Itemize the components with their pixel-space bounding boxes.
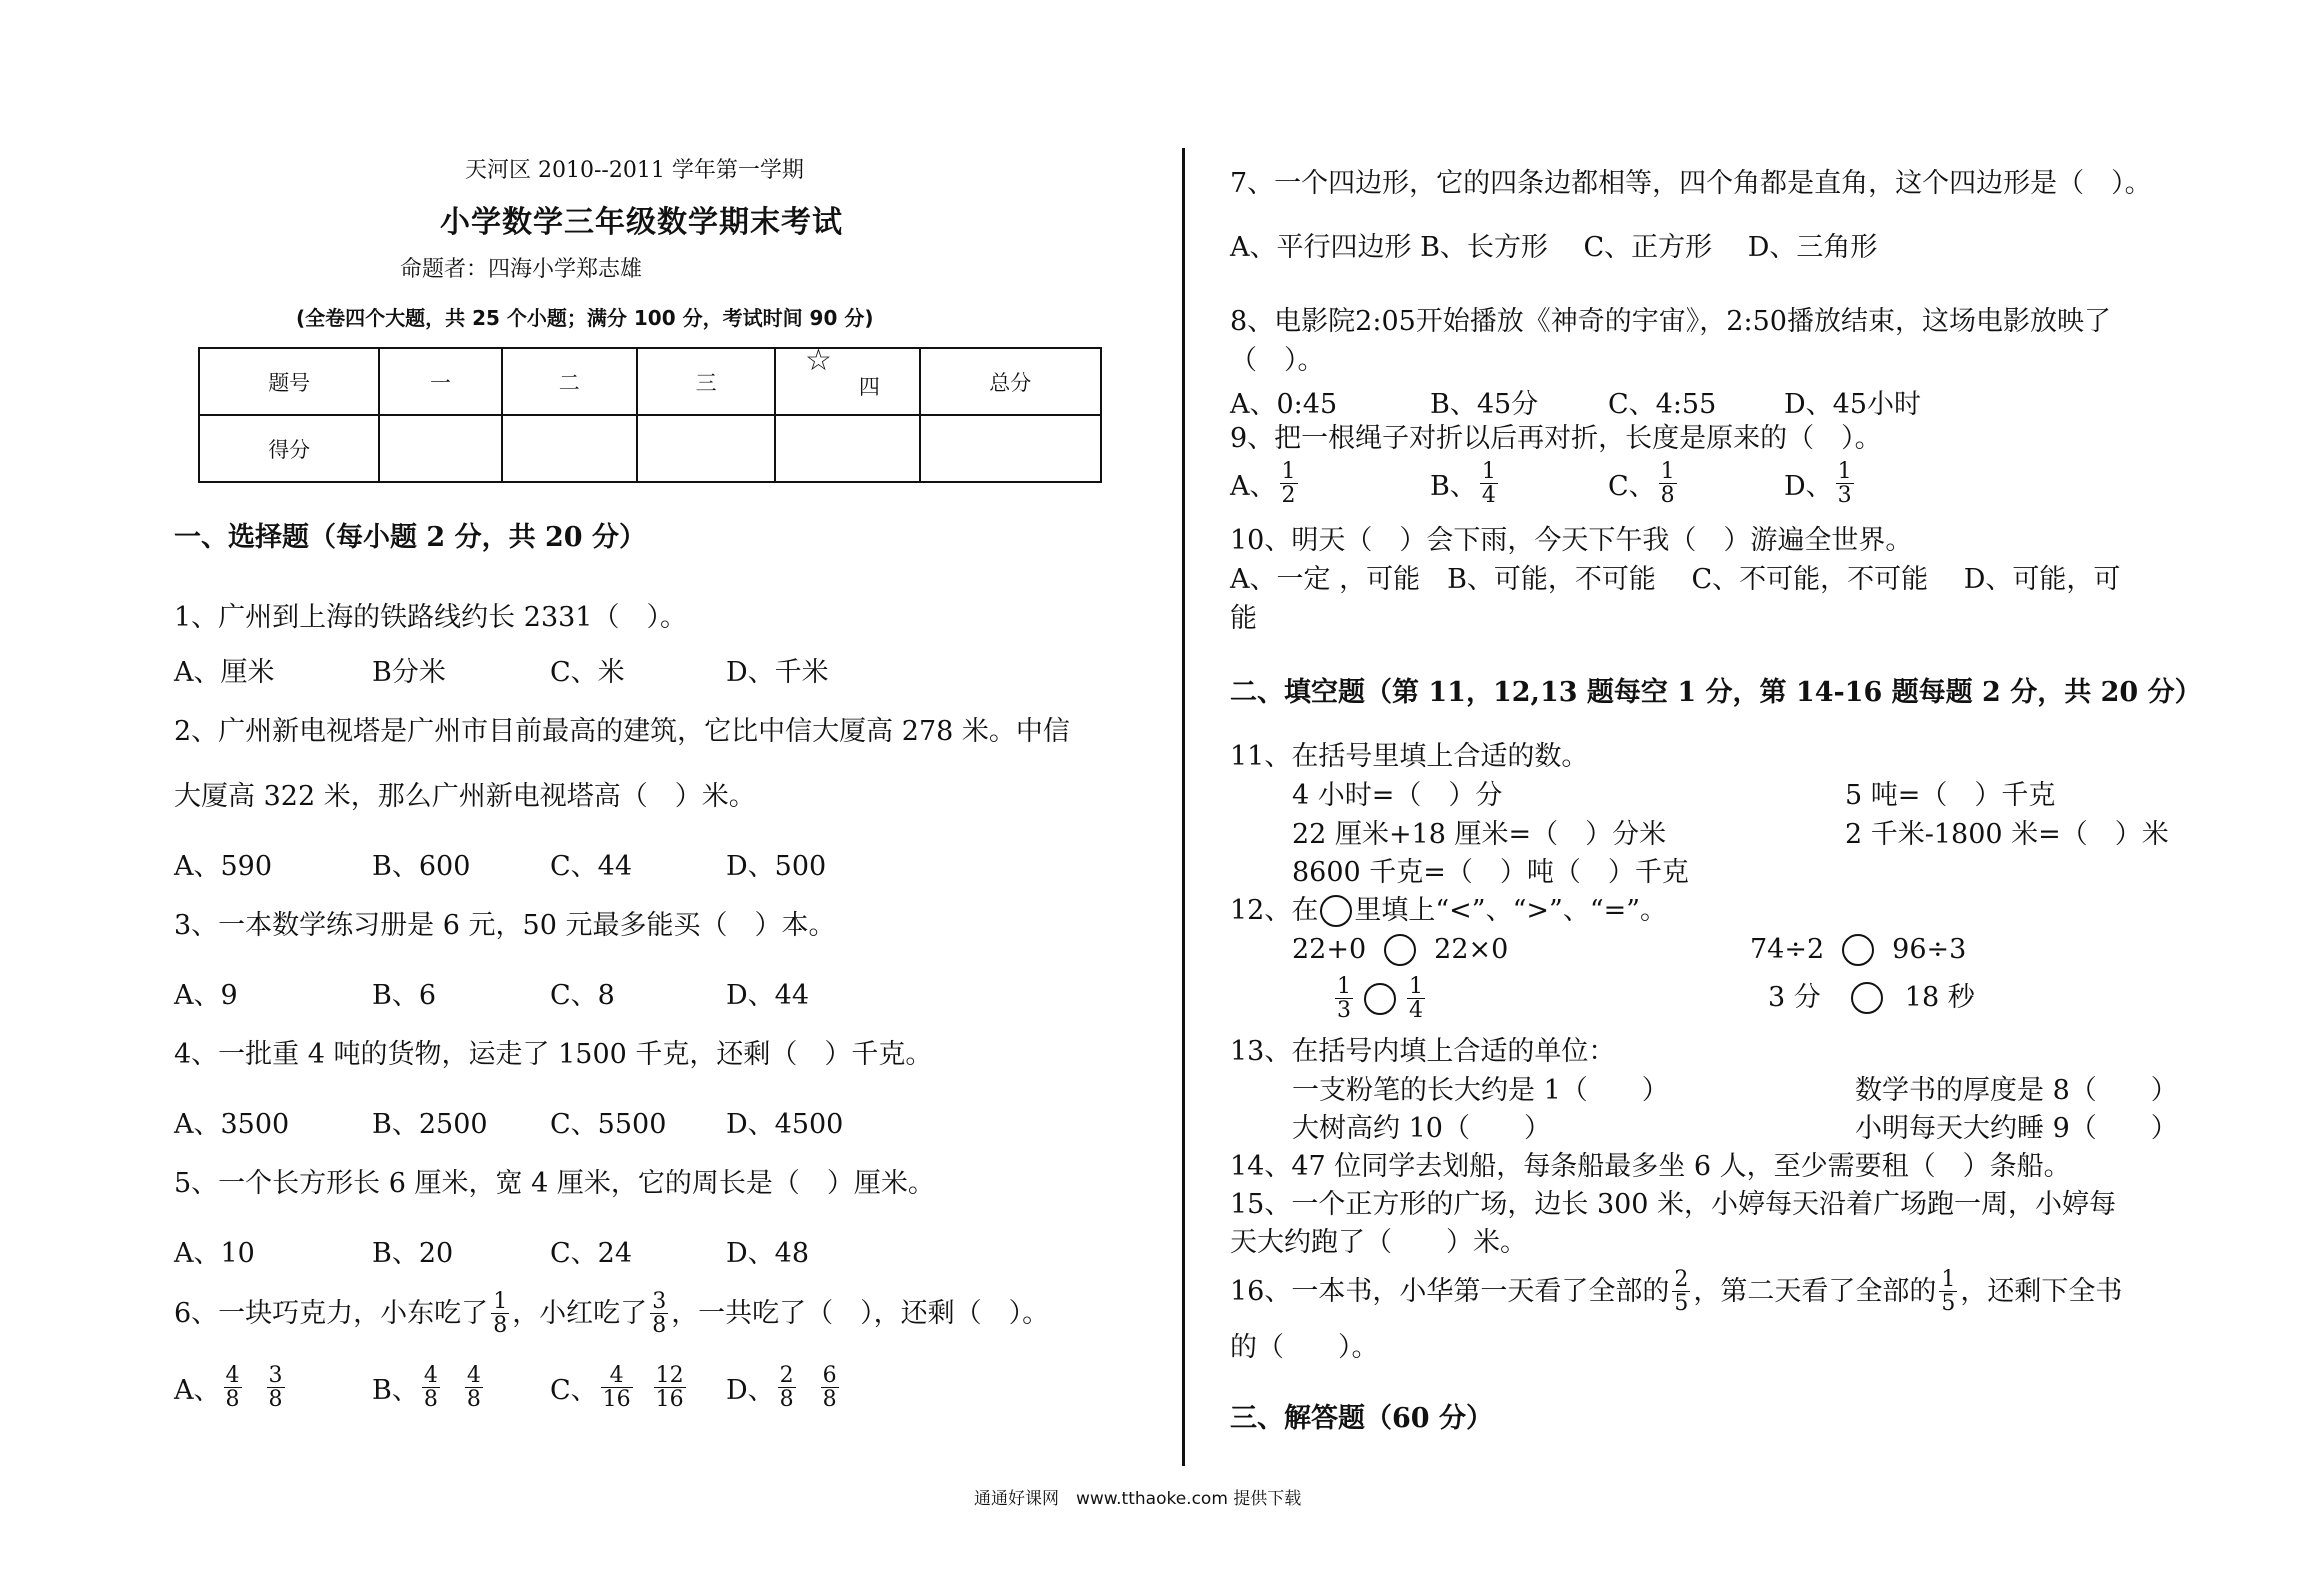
question-8-line2: （ ）。: [1230, 345, 1325, 376]
question-2-line2: 大厦高 322 米，那么广州新电视塔高（ ）米。: [174, 781, 756, 812]
q6-option-label: A、: [174, 1375, 221, 1407]
q10-options-line2[interactable]: 能: [1230, 603, 1257, 634]
exam-note: (全卷四个大题，共 25 个小题；满分 100 分，考试时间 90 分): [296, 306, 874, 330]
fraction-denominator: 16: [655, 1387, 684, 1413]
fraction-denominator: 2: [1281, 483, 1296, 509]
q11-item: 4 小时=（ ）分: [1292, 780, 1503, 811]
fraction-numerator: 1: [1337, 974, 1351, 999]
fraction: [224, 1364, 242, 1411]
q12-text: 里填上“<”、“>”、“=”。: [1354, 895, 1668, 926]
fraction-denominator: 8: [466, 1387, 481, 1413]
q12-compare-row: [1332, 975, 1428, 1022]
q9-option[interactable]: [1230, 460, 1301, 507]
fraction: [491, 1290, 509, 1337]
q12-left-expr: 74÷2: [1750, 934, 1825, 965]
q8-option[interactable]: D、45小时: [1784, 389, 1922, 420]
fraction-denominator: 8: [493, 1313, 508, 1339]
score-table-cell: 总分: [920, 348, 1101, 415]
fraction-numerator: 4: [225, 1363, 240, 1388]
fraction: [1836, 460, 1854, 507]
q3-option[interactable]: D、44: [726, 980, 810, 1011]
q3-option[interactable]: B、6: [372, 980, 437, 1011]
score-input-cell[interactable]: [775, 415, 919, 482]
fraction-denominator: 8: [652, 1313, 667, 1339]
compare-circle-input[interactable]: [1851, 982, 1883, 1014]
fraction-numerator: 1: [1837, 459, 1852, 484]
q7-options[interactable]: A、平行四边形 B、长方形 C、正方形 D、三角形: [1230, 232, 1878, 263]
q12-left-expr: 22+0: [1292, 934, 1367, 965]
score-input-cell[interactable]: [920, 415, 1101, 482]
score-table-cell: [775, 348, 919, 415]
q1-option[interactable]: A、厘米: [174, 657, 275, 688]
q1-option[interactable]: C、米: [550, 657, 625, 688]
fraction: [650, 1290, 668, 1337]
q9-option-label: A、: [1230, 471, 1277, 503]
q5-option[interactable]: D、48: [726, 1238, 810, 1269]
fraction: [267, 1364, 285, 1411]
section1-heading: 一、选择题（每小题 2 分，共 20 分）: [174, 522, 646, 553]
score-input-cell[interactable]: [637, 415, 775, 482]
fraction-denominator: 4: [1481, 483, 1496, 509]
question-5: 5、一个长方形长 6 厘米，宽 4 厘米，它的周长是（ ）厘米。: [174, 1168, 935, 1199]
q8-option[interactable]: C、4:55: [1608, 389, 1717, 420]
q6-option[interactable]: [726, 1364, 842, 1411]
question-10: 10、明天（ ）会下雨，今天下午我（ ）游遍全世界。: [1230, 525, 1913, 556]
fraction-numerator: 2: [779, 1363, 794, 1388]
section2-heading: 二、填空题（第 11，12,13 题每空 1 分，第 14-16 题每题 2 分，共 20 分）: [1230, 677, 2202, 708]
fraction-numerator: 1: [1409, 974, 1423, 999]
fraction-numerator: 3: [652, 1289, 667, 1314]
q16-text: 16、一本书，小华第一天看了全部的: [1230, 1275, 1670, 1307]
fraction-numerator: 1: [493, 1289, 508, 1314]
score-table-cell: 得分: [199, 415, 379, 482]
fraction-numerator: 1: [1941, 1267, 1956, 1292]
fraction-numerator: 4: [423, 1363, 438, 1388]
q10-options-line1[interactable]: A、一定 ，可能 B、可能，不可能 C、不可能，不可能 D、可能，可: [1230, 564, 2121, 595]
fraction-numerator: 3: [268, 1363, 283, 1388]
q6-option-label: D、: [726, 1375, 775, 1407]
fraction: [1280, 460, 1298, 507]
q9-option-label: C、: [1608, 471, 1656, 503]
footer-source: 通通好课网 www.tthaoke.com 提供下载: [974, 1489, 1302, 1509]
question-4: 4、一批重 4 吨的货物，运走了 1500 千克，还剩（ ）千克。: [174, 1039, 933, 1070]
q13-item: 小明每天大约睡 9（ ）: [1855, 1113, 2178, 1144]
fraction-denominator: 5: [1674, 1291, 1689, 1317]
score-table-header-row: [199, 348, 1101, 415]
q13-item: 一支粉笔的长大约是 1（ ）: [1292, 1075, 1669, 1106]
fraction: [601, 1364, 633, 1411]
question-6: [174, 1290, 1049, 1337]
fraction-numerator: 1: [1481, 459, 1496, 484]
q11-item: 22 厘米+18 厘米=（ ）分米: [1292, 819, 1667, 850]
q6-option-label: B、: [372, 1375, 419, 1407]
question-16-line1: [1230, 1268, 2122, 1315]
score-table-cell: 题号: [199, 348, 379, 415]
section3-heading: 三、解答题（60 分）: [1230, 1403, 1493, 1434]
score-table: [198, 347, 1102, 483]
fraction: [778, 1364, 796, 1411]
q16-text: ，还剩下全书: [1960, 1275, 2123, 1307]
fraction-denominator: 8: [1660, 483, 1675, 509]
question-14: 14、47 位同学去划船，每条船最多坐 6 人，至少需要租（ ）条船。: [1230, 1151, 2071, 1182]
q4-option[interactable]: C、5500: [550, 1109, 667, 1140]
fraction: [654, 1364, 686, 1411]
q5-option[interactable]: A、10: [174, 1238, 255, 1269]
q4-option[interactable]: B、2500: [372, 1109, 488, 1140]
question-8-line1: 8、电影院2:05开始播放《神奇的宇宙》，2:50播放结束，这场电影放映了: [1230, 306, 2111, 337]
fraction-numerator: 12: [655, 1363, 684, 1388]
question-13: 13、在括号内填上合适的单位：: [1230, 1036, 1616, 1067]
fraction-denominator: 8: [225, 1387, 240, 1413]
q13-item: 大树高约 10（ ）: [1292, 1113, 1551, 1144]
q2-option[interactable]: B、600: [372, 851, 471, 882]
q9-option-label: B、: [1430, 471, 1477, 503]
fraction: [1659, 460, 1677, 507]
q9-option[interactable]: [1784, 460, 1857, 507]
fraction-numerator: 4: [466, 1363, 481, 1388]
q12-right-expr: 22×0: [1434, 934, 1509, 965]
fraction-numerator: 1: [1281, 459, 1296, 484]
q6-option[interactable]: [174, 1364, 288, 1411]
q11-item: 8600 千克=（ ）吨（ ）千克: [1292, 857, 1689, 888]
q12-right-expr: 96÷3: [1892, 934, 1967, 965]
q4-option[interactable]: A、3500: [174, 1109, 290, 1140]
fraction: [1939, 1268, 1957, 1315]
compare-circle-input[interactable]: [1842, 934, 1874, 966]
circle-icon: [1320, 895, 1352, 927]
fraction-denominator: 5: [1941, 1291, 1956, 1317]
fraction: [1335, 975, 1353, 1022]
fraction-denominator: 8: [779, 1387, 794, 1413]
score-table-cell: 三: [637, 348, 775, 415]
fraction: [1407, 975, 1425, 1022]
fraction: [1480, 460, 1498, 507]
q1-option[interactable]: D、千米: [726, 657, 829, 688]
question-7: 7、一个四边形，它的四条边都相等，四个角都是直角，这个四边形是（ ）。: [1230, 168, 2152, 199]
score-table-section4-label: 四: [858, 374, 880, 399]
q6-option[interactable]: [372, 1364, 486, 1411]
question-2-line1: 2、广州新电视塔是广州市目前最高的建筑，它比中信大厦高 278 米。中信: [174, 716, 1070, 747]
fraction-denominator: 16: [602, 1387, 631, 1413]
fraction: [821, 1364, 839, 1411]
fraction-denominator: 4: [1409, 998, 1423, 1024]
q6-option-label: C、: [550, 1375, 598, 1407]
compare-circle-input[interactable]: [1384, 934, 1416, 966]
fraction-numerator: 6: [822, 1363, 837, 1388]
question-3: 3、一本数学练习册是 6 元，50 元最多能买（ ）本。: [174, 910, 836, 941]
q9-option[interactable]: [1430, 460, 1501, 507]
q12-text: 12、在: [1230, 895, 1319, 926]
question-16-line2: 的（ ）。: [1230, 1332, 1379, 1363]
q12-compare-row: [1768, 980, 1975, 1016]
q3-option[interactable]: C、8: [550, 980, 615, 1011]
fraction: [465, 1364, 483, 1411]
star-icon: ☆: [805, 343, 832, 378]
fraction-denominator: 3: [1837, 483, 1852, 509]
q8-option[interactable]: B、45分: [1430, 389, 1539, 420]
q13-item: 数学书的厚度是 8（ ）: [1855, 1075, 2178, 1106]
score-table-score-row: [199, 415, 1101, 482]
score-table-cell: 一: [379, 348, 501, 415]
q3-option[interactable]: A、9: [174, 980, 238, 1011]
q6-option[interactable]: [550, 1364, 689, 1411]
fraction-denominator: 8: [423, 1387, 438, 1413]
question-15-line2: 天大约跑了（ ）米。: [1230, 1227, 1527, 1258]
q11-item: 5 吨=（ ）千克: [1845, 780, 2056, 811]
fraction-numerator: 4: [609, 1363, 624, 1388]
fraction: [422, 1364, 440, 1411]
exam-district-line: 天河区 2010--2011 学年第一学期: [465, 158, 804, 183]
q9-option-label: D、: [1784, 471, 1833, 503]
q2-option[interactable]: A、590: [174, 851, 273, 882]
q12-compare-row: [1292, 932, 1508, 968]
question-15-line1: 15、一个正方形的广场，边长 300 米，小婷每天沿着广场跑一周，小婷每: [1230, 1189, 2117, 1220]
question-1: 1、广州到上海的铁路线约长 2331（ ）。: [174, 602, 687, 633]
fraction-numerator: 1: [1660, 459, 1675, 484]
q5-option[interactable]: C、24: [550, 1238, 633, 1269]
column-divider: [1182, 148, 1185, 1466]
fraction-denominator: 8: [822, 1387, 837, 1413]
exam-title: 小学数学三年级数学期末考试: [440, 205, 843, 240]
q16-text: ，第二天看了全部的: [1693, 1275, 1937, 1307]
q6-text: ，一共吃了（ ），还剩（ ）。: [671, 1297, 1050, 1329]
question-9: 9、把一根绳子对折以后再对折，长度是原来的（ ）。: [1230, 423, 1882, 454]
question-11: 11、在括号里填上合适的数。: [1230, 741, 1589, 772]
q5-option[interactable]: B、20: [372, 1238, 454, 1269]
fraction-numerator: 2: [1674, 1267, 1689, 1292]
q6-text: ，小红吃了: [512, 1297, 648, 1329]
fraction: [1672, 1268, 1690, 1315]
question-12: [1230, 893, 1667, 929]
fraction-denominator: 8: [268, 1387, 283, 1413]
q2-option[interactable]: D、500: [726, 851, 827, 882]
q11-item: 2 千米-1800 米=（ ）米: [1845, 819, 2169, 850]
compare-circle-input[interactable]: [1364, 983, 1396, 1015]
q2-option[interactable]: C、44: [550, 851, 633, 882]
q12-left-expr: 3 分: [1768, 982, 1821, 1013]
score-table-cell: 二: [502, 348, 637, 415]
q12-right-expr: 18 秒: [1904, 982, 1975, 1013]
score-input-cell[interactable]: [379, 415, 501, 482]
q1-option[interactable]: B分米: [372, 657, 446, 688]
q4-option[interactable]: D、4500: [726, 1109, 844, 1140]
exam-author: 命题者：四海小学郑志雄: [400, 257, 643, 282]
score-input-cell[interactable]: [502, 415, 637, 482]
fraction-denominator: 3: [1337, 998, 1351, 1024]
q12-compare-row: [1750, 932, 1966, 968]
q6-text: 6、一块巧克力，小东吃了: [174, 1297, 489, 1329]
q8-option[interactable]: A、0:45: [1230, 389, 1338, 420]
q9-option[interactable]: [1608, 460, 1680, 507]
